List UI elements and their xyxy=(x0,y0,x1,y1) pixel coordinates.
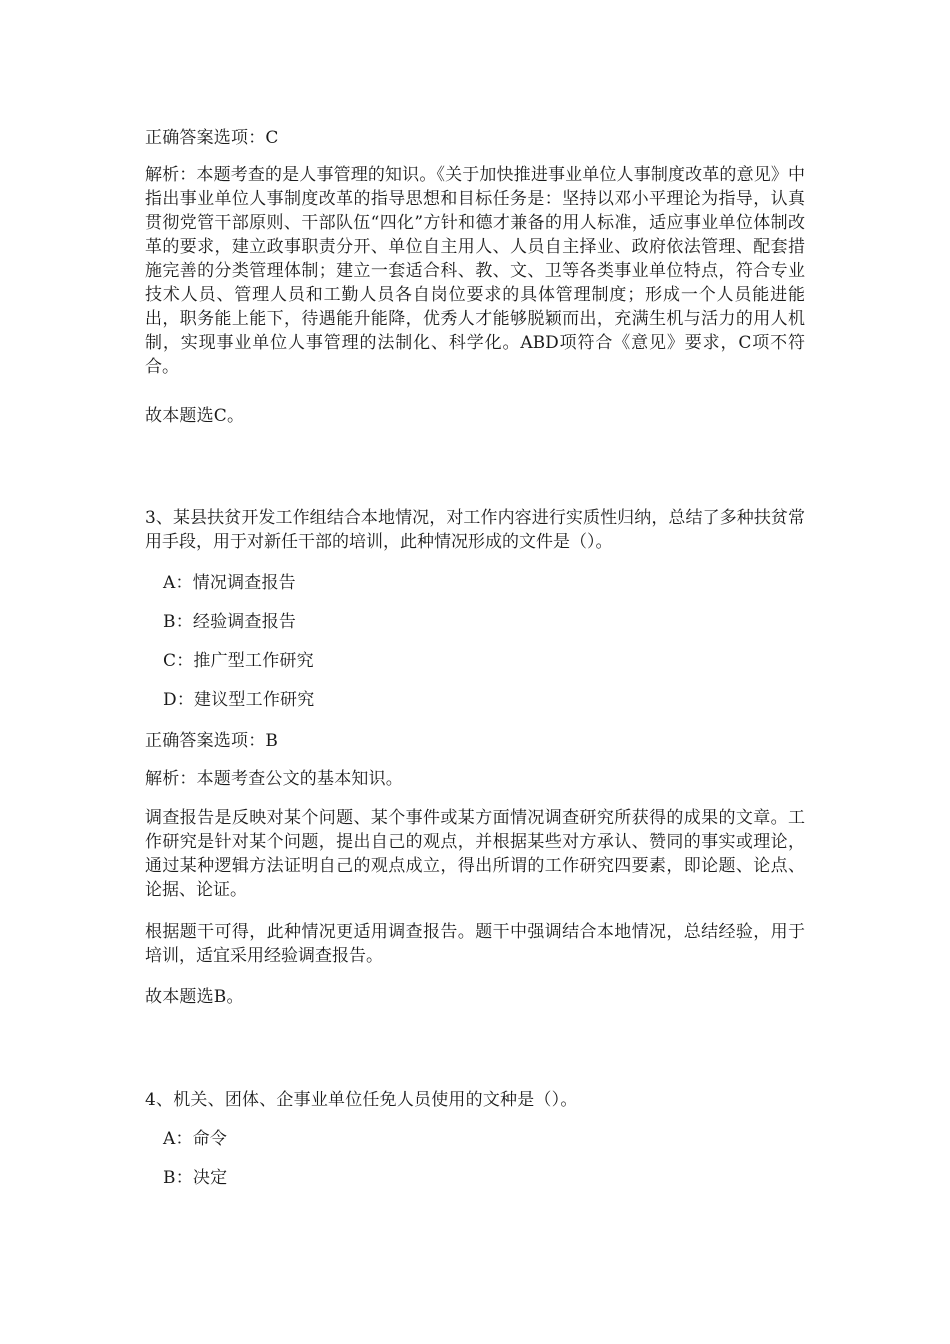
q2-conclusion: 故本题选C。 xyxy=(145,406,245,426)
q3-analysis: 解析：本题考查公文的基本知识。 xyxy=(145,769,403,789)
q3-answer: 正确答案选项：B xyxy=(145,731,279,751)
q4-question: 4、机关、团体、企事业单位任免人员使用的文种是（）。 xyxy=(145,1090,578,1110)
q2-answer: 正确答案选项：C xyxy=(145,128,279,148)
q3-conclusion: 故本题选B。 xyxy=(145,987,244,1007)
q3-question: 3、某县扶贫开发工作组结合本地情况，对工作内容进行实质性归纳，总结了多种扶贫常用手段，用于对新任干部的培训，此种情况形成的文件是（）。 xyxy=(145,508,805,552)
q4-option-a: A：命令 xyxy=(163,1129,228,1149)
q3-paragraph-2: 根据题干可得，此种情况更适用调查报告。题干中强调结合本地情况，总结经验，用于培训，适宜采用经验调查报告。 xyxy=(145,922,805,966)
q3-option-c: C：推广型工作研究 xyxy=(163,651,314,671)
q3-paragraph-1: 调查报告是反映对某个问题、某个事件或某方面情况调查研究所获得的成果的文章。工作研究是针对某个问题，提出自己的观点，并根据某些对方承认、赞同的事实或理论，通过某种逻辑方法证明自己的观点成立，得出所谓的工作研究四要素，即论题、论点、论据、论证。 xyxy=(145,808,805,900)
q3-option-a: A：情况调查报告 xyxy=(163,573,296,593)
q2-analysis: 解析：本题考查的是人事管理的知识。《关于加快推进事业单位人事制度改革的意见》中指出事业单位人事制度改革的指导思想和目标任务是：坚持以邓小平理论为指导，认真贯彻党管干部原则、干部队伍“四化”方针和德才兼备的用人标准，适应事业单位体制改革的要求，建立政事职责分开、单位自主用人、人员自主择业、政府依法管理、配套措施完善的分类管理体制；建立一套适合科、教、文、卫等各类事业单位特点，符合专业技术人员、管理人员和工勤人员各自岗位要求的具体管理制度；形成一个人员能进能出，职务能上能下，待遇能升能降，优秀人才能够脱颖而出，充满生机与活力的用人机制，实现事业单位人事管理的法制化、科学化。ABD项符合《意见》要求，C项不符合。 xyxy=(145,165,805,377)
q3-option-d: D：建议型工作研究 xyxy=(163,690,315,710)
q4-option-b: B：决定 xyxy=(163,1168,228,1188)
q3-option-b: B：经验调查报告 xyxy=(163,612,297,632)
